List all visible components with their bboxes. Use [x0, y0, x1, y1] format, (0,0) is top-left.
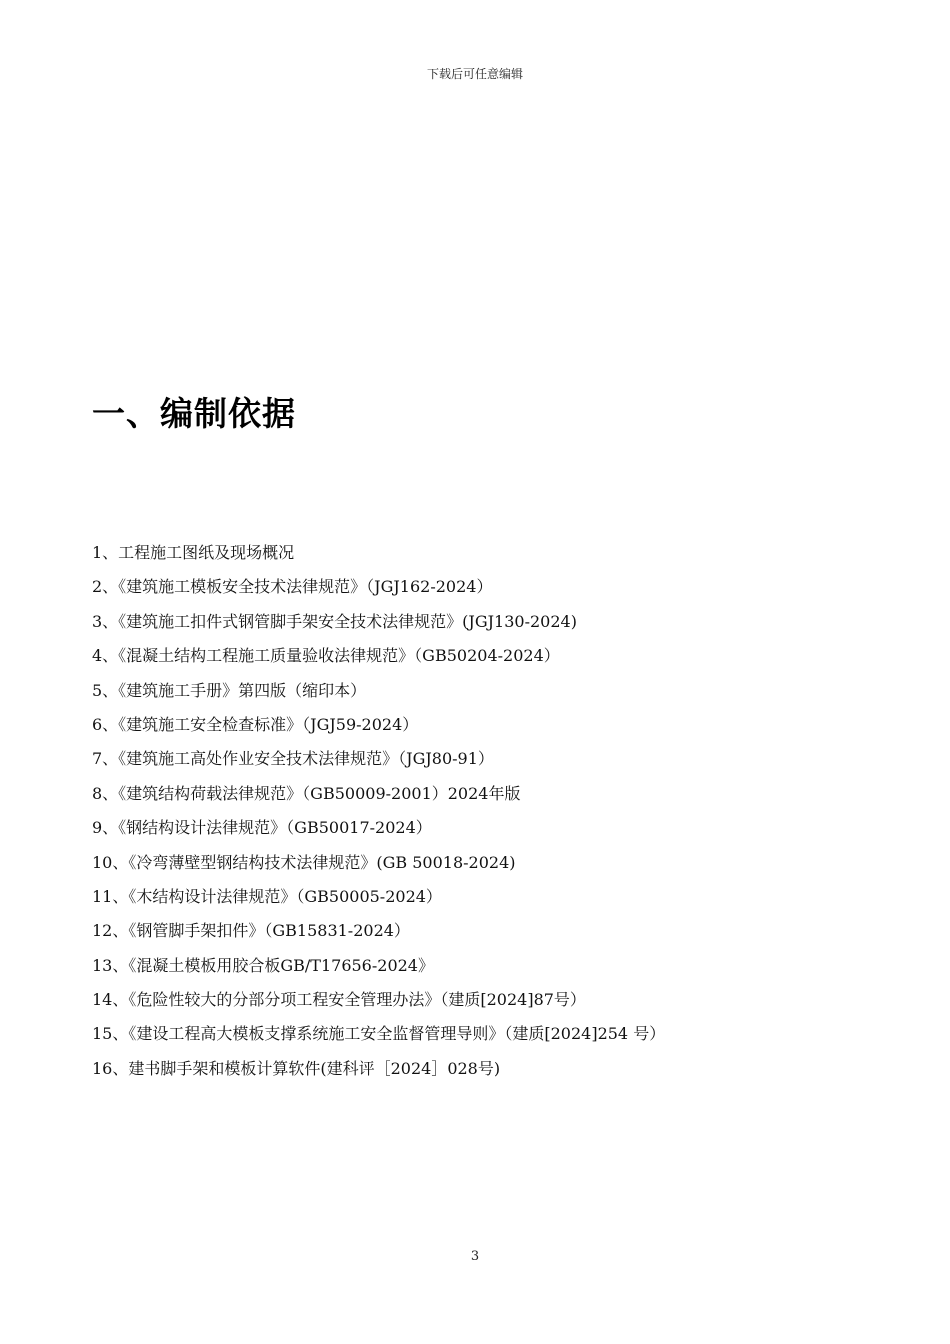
list-item: 5、《建筑施工手册》第四版（缩印本） [92, 680, 367, 700]
list-item: 6、《建筑施工安全检查标准》（JGJ59-2024） [92, 714, 419, 734]
list-item: 16、建书脚手架和模板计算软件(建科评［2024］028号) [92, 1058, 501, 1078]
list-item: 14、《危险性较大的分部分项工程安全管理办法》（建质[2024]87号） [92, 990, 586, 1010]
list-item: 11、《木结构设计法律规范》（GB50005-2024） [92, 886, 442, 906]
list-item: 3、《建筑施工扣件式钢管脚手架安全技术法律规范》(JGJ130-2024) [92, 611, 577, 631]
list-item: 10、《冷弯薄壁型钢结构技术法律规范》(GB 50018-2024) [92, 852, 516, 872]
list-item: 1、工程施工图纸及现场概况 [92, 543, 295, 562]
page-header: 下载后可任意编辑 [426, 67, 523, 81]
list-item: 12、《钢管脚手架扣件》（GB15831-2024） [92, 921, 410, 941]
section-title: 一、编制依据 [92, 394, 296, 433]
list-item: 15、《建设工程高大模板支撑系统施工安全监督管理导则》（建质[2024]254 号） [92, 1024, 666, 1044]
page-number: 3 [470, 1249, 480, 1264]
list-item: 4、《混凝土结构工程施工质量验收法律规范》（GB50204-2024） [92, 646, 560, 666]
list-item: 13、《混凝土模板用胶合板GB/T17656-2024》 [92, 955, 434, 975]
list-item: 8、《建筑结构荷载法律规范》（GB50009-2001）2024年版 [92, 783, 521, 803]
list-item: 9、《钢结构设计法律规范》（GB50017-2024） [92, 818, 432, 838]
list-item: 7、《建筑施工高处作业安全技术法律规范》（JGJ80-91） [92, 749, 494, 769]
list-item: 2、《建筑施工模板安全技术法律规范》（JGJ162-2024） [92, 577, 493, 597]
reference-list [92, 540, 892, 1090]
